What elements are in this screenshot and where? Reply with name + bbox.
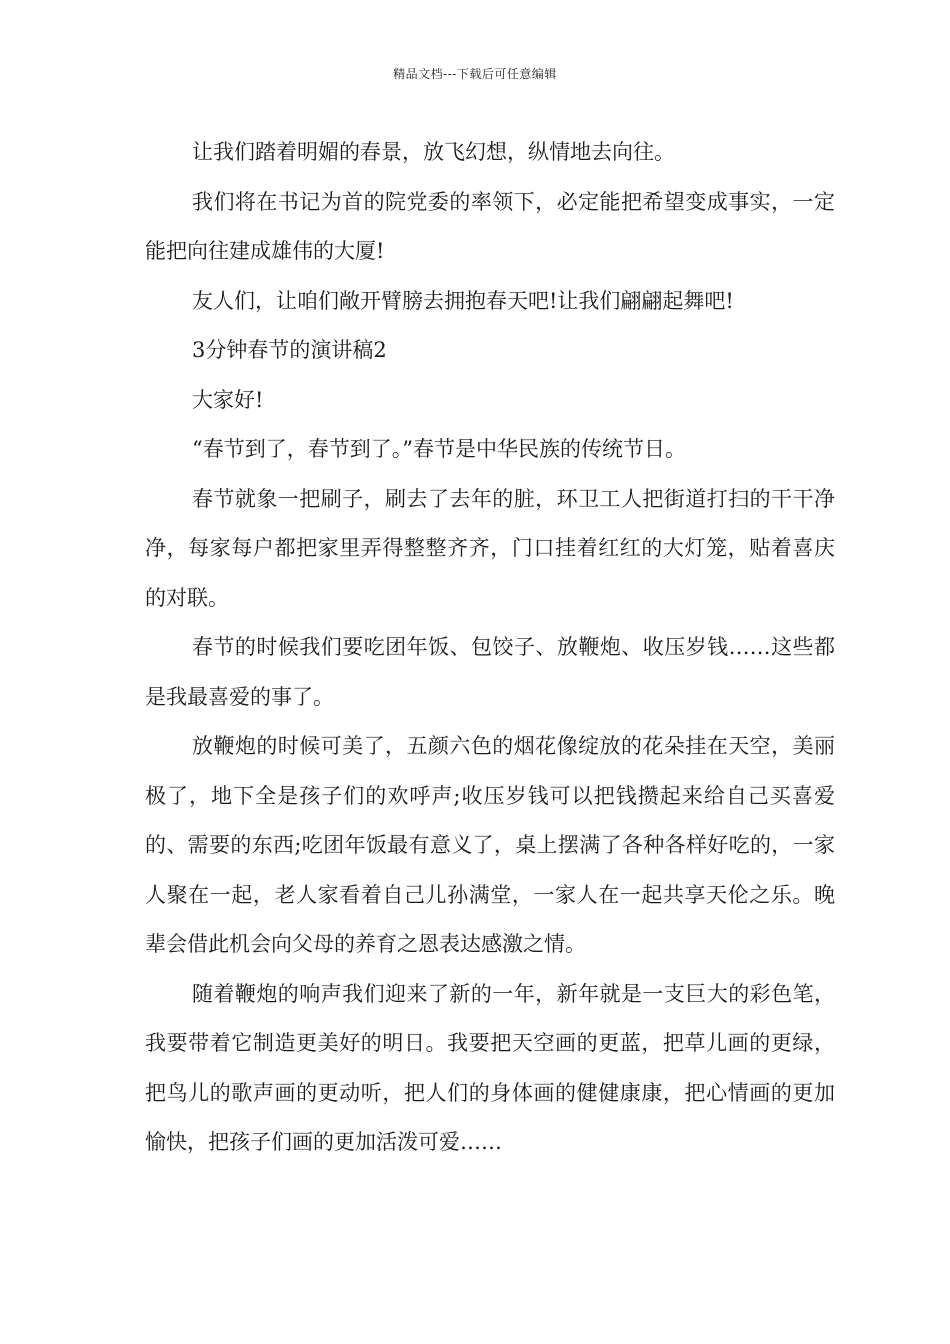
paragraph-3: 友人们，让咱们敞开臂膀去拥抱春天吧!让我们翩翩起舞吧! xyxy=(192,288,734,313)
document-body xyxy=(145,128,835,1168)
paragraph-10: 随着鞭炮的响声我们迎来了新的一年，新年就是一支巨大的彩色笔，我要带着它制造更美好的明日。我要把天空画的更蓝，把草儿画的更绿，把鸟儿的歌声画的更动听，把人们的身体画的健健康康，把心情画的更加愉快，把孩子们画的更加活泼可爱…… xyxy=(145,981,835,1154)
paragraph-1: 让我们踏着明媚的春景，放飞幻想，纵情地去向往。 xyxy=(192,140,675,164)
paragraph-7: 春节就象一把刷子，刷去了去年的脏，环卫工人把街道打扫的干干净净，每家每户都把家里弄得整整齐齐，门口挂着红红的大灯笼，贴着喜庆的对联。 xyxy=(145,486,835,610)
greeting: 大家好! xyxy=(192,387,264,412)
paragraph-2: 我们将在书记为首的院党委的率领下，必定能把希望变成事实，一定能把向往建成雄伟的大厦! xyxy=(145,189,835,263)
paragraph-8: 春节的时候我们要吃团年饭、包饺子、放鞭炮、收压岁钱……这些都是我最喜爱的事了。 xyxy=(145,635,835,709)
section-title: 3分钟春节的演讲稿2 xyxy=(192,338,387,362)
page-header: 精品文档---下载后可任意编辑 xyxy=(393,67,557,81)
paragraph-9: 放鞭炮的时候可美了，五颜六色的烟花像绽放的花朵挂在天空，美丽极了，地下全是孩子们的欢呼声;收压岁钱可以把钱攒起来给自己买喜爱的、需要的东西;吃团年饭最有意义了，桌上摆满了各种各样好吃的，一家人聚在一起，老人家看着自己儿孙满堂，一家人在一起共享天伦之乐。晚辈会借此机会向父母的养育之恩表达感激之情。 xyxy=(145,734,835,956)
paragraph-6: “春节到了，春节到了。”春节是中华民族的传统节日。 xyxy=(192,437,686,461)
